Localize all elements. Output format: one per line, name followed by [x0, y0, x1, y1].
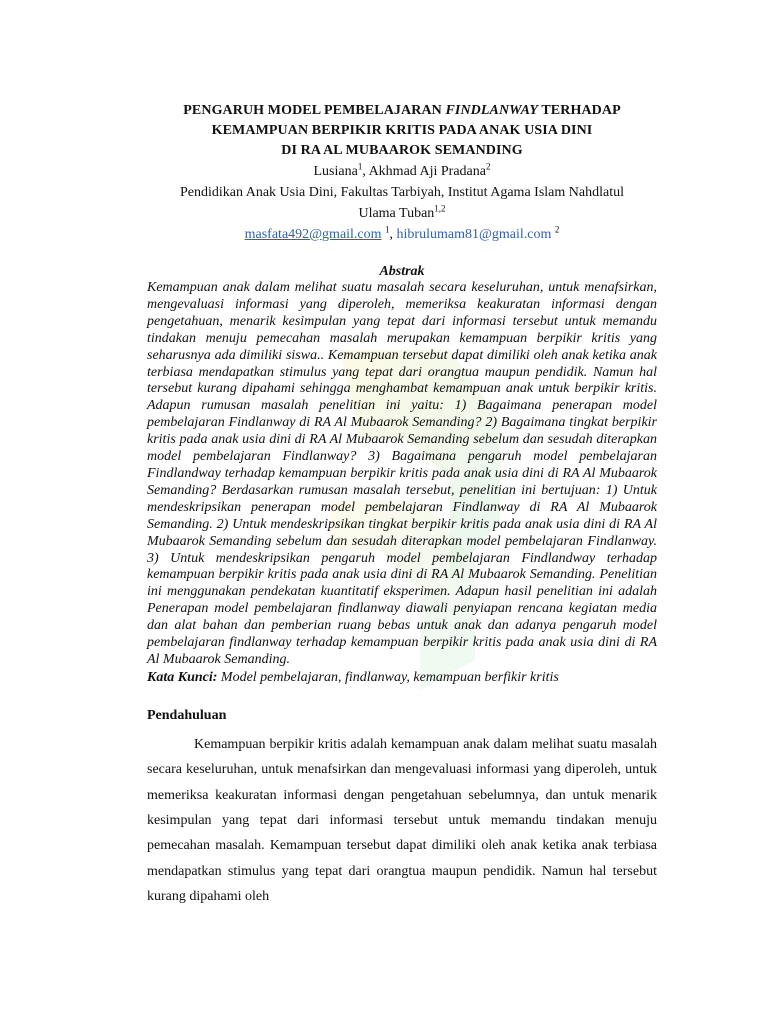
title-part: PENGARUH MODEL PEMBELAJARAN	[183, 103, 446, 118]
abstract-text: Kemampuan anak dalam melihat suatu masalah secara keseluruhan, untuk menafsirkan, mengevaluasi informasi yang diperoleh, memeriksa keakuratan informasi dengan pengetahuan, menarik kesimpulan yang tepat dari informasi tersebut untuk memandu tindakan menuju pemecahan masalah merupakan kemampuan berpikir kritis yang seharusnya ada dimiliki siswa.. Kemampuan tersebut dapat dimiliki oleh anak ketika anak terbiasa mendapatkan stimulus yang tepat dari orangtua maupun pendidik. Namun hal tersebut kurang dipahami sehingga menghambat kemampuan anak untuk berpikir kritis. Adapun rumusan masalah penelitian ini yaitu: 1) Bagaimana penerapan model pembelajaran Findlanway di RA Al Mubaarok Semanding? 2) Bagaimana tingkat berpikir kritis pada anak usia dini di RA Al Mubaarok Semanding sebelum dan sesudah diterapkan model pembelajaran Findlanway? 3) Bagaimana pengaruh model pembelajaran Findlandway terhadap kemampuan berpikir kritis pada anak usia dini di RA Al Mubaarok Semanding? Berdasarkan rumusan masalah tersebut, penelitian ini bertujuan: 1) Untuk mendeskripsikan penerapan model pembelajaran Findlanway di RA Al Mubaarok Semanding. 2) Untuk mendeskripsikan tingkat berpikir kritis pada anak usia dini di RA Al Mubaarok Semanding sebelum dan sesudah diterapkan model pembelajaran Findlanway. 3) Untuk mendeskripsikan pengaruh model pembelajaran Findlandway terhadap kemampuan berpikir kritis pada anak usia dini di RA Al Mubaarok Semanding. Penelitian ini menggunakan pendekatan kuantitatif eksperimen. Adapun hasil penelitian ini adalah Penerapan model pembelajaran findlanway diawali penyiapan rencana kegiatan media dan alat bahan dan pemberian ruang bebas untuk anak dan adanya pengaruh model pembelajaran findlanway terhadap kemampuan berpikir kritis pada anak usia dini di RA Al Mubaarok Semanding.	[147, 280, 657, 667]
affiliation-text: Ulama Tuban	[358, 206, 435, 221]
paper-title	[147, 101, 657, 161]
keywords	[147, 669, 657, 686]
keywords-label: Kata Kunci:	[147, 669, 218, 685]
affiliation	[147, 182, 657, 224]
author-line	[147, 161, 657, 182]
affiliation-line: Pendidikan Anak Usia Dini, Fakultas Tarbiyah, Institut Agama Islam Nahdlatul	[180, 185, 624, 200]
author-name: Lusiana	[313, 164, 358, 179]
affiliation-superscript: 1,2	[434, 203, 446, 214]
author-superscript: 1	[357, 161, 363, 172]
body-paragraph: Kemampuan berpikir kritis adalah kemampuan anak dalam melihat suatu masalah secara keseluruhan, untuk menafsirkan dan mengevaluasi informasi yang diperoleh, untuk memeriksa keakuratan informasi dengan pengetahuan sebelumnya, dan untuk menarik kesimpulan yang tepat dari informasi tersebut untuk memandu tindakan menuju pemecahan masalah. Kemampuan tersebut dapat dimiliki oleh anak ketika anak terbiasa mendapatkan stimulus yang tepat dari orangtua maupun pendidik. Namun hal tersebut kurang dipahami oleh	[147, 736, 657, 905]
email-superscript: 1	[385, 224, 390, 235]
email-line	[147, 224, 657, 245]
section-heading: Pendahuluan	[147, 707, 227, 723]
title-line-2: KEMAMPUAN BERPIKIR KRITIS PADA ANAK USIA DINI	[211, 123, 593, 138]
title-part-italic: FINDLANWAY	[445, 103, 539, 118]
email-separator: ,	[389, 227, 397, 242]
email-link-1[interactable]: masfata492@gmail.com	[244, 227, 382, 242]
author-superscript: 2	[485, 161, 491, 172]
author-name: Akhmad Aji Pradana	[368, 164, 486, 179]
email-link-2[interactable]: hibrulumam81@gmail.com	[396, 227, 552, 242]
paper-page	[147, 0, 657, 910]
title-line-1	[147, 101, 657, 121]
author-separator: ,	[362, 164, 369, 179]
abstract-heading: Abstrak	[379, 264, 425, 279]
title-part: TERHADAP	[538, 103, 621, 118]
title-line-3: DI RA AL MUBAAROK SEMANDING	[281, 143, 523, 158]
affiliation-line-2	[147, 203, 657, 224]
email-superscript: 2	[554, 224, 560, 235]
keywords-text: Model pembelajaran, findlanway, kemampuan berfikir kritis	[217, 669, 559, 685]
